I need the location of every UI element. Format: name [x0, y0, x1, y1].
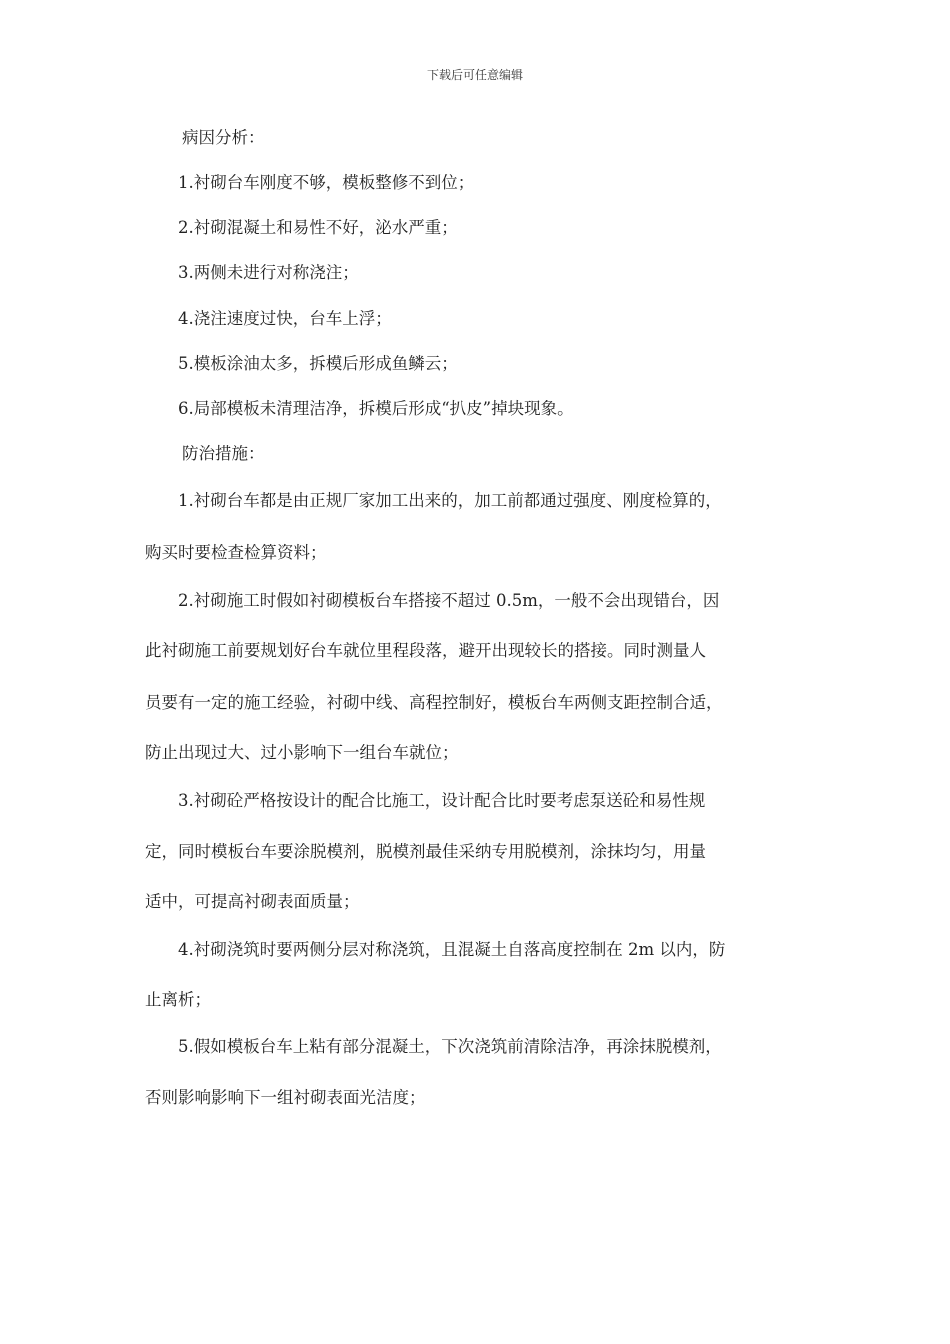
- measure-2-line-3: 员要有一定的施工经验，衬砌中线、高程控制好，模板台车两侧支距控制合适，: [145, 693, 723, 712]
- measure-1-line-1: 1.衬砌台车都是由正规厂家加工出来的，加工前都通过强度、刚度检算的，: [178, 491, 722, 510]
- measure-5-line-1: 5.假如模板台车上粘有部分混凝土，下次浇筑前清除洁净，再涂抹脱模剂，: [178, 1037, 722, 1056]
- cause-item-3: 3.两侧未进行对称浇注；: [178, 263, 359, 282]
- measures-heading: 防治措施：: [182, 444, 265, 463]
- cause-item-2: 2.衬砌混凝土和易性不好，泌水严重；: [178, 218, 458, 237]
- measure-4-line-1: 4.衬砌浇筑时要两侧分层对称浇筑，且混凝土自落高度控制在 2m 以内，防: [178, 940, 726, 959]
- measure-3-line-3: 适中，可提高衬砌表面质量；: [145, 892, 360, 911]
- cause-item-4: 4.浇注速度过快，台车上浮；: [178, 309, 392, 328]
- measure-3-line-1: 3.衬砌砼严格按设计的配合比施工，设计配合比时要考虑泵送砼和易性规: [178, 791, 706, 810]
- measure-2-line-4: 防止出现过大、过小影响下一组台车就位；: [145, 743, 459, 762]
- measure-2-line-2: 此衬砌施工前要规划好台车就位里程段落，避开出现较长的搭接。同时测量人: [145, 641, 706, 660]
- cause-item-6: 6.局部模板未清理洁净，拆模后形成“扒皮”掉块现象。: [178, 399, 574, 418]
- cause-item-1: 1.衬砌台车刚度不够，模板整修不到位；: [178, 173, 475, 192]
- measure-1-line-2: 购买时要检查检算资料；: [145, 543, 327, 562]
- causes-heading: 病因分析：: [182, 128, 265, 147]
- measure-4-line-2: 止离析；: [145, 990, 211, 1009]
- measure-5-line-2: 否则影响影响下一组衬砌表面光洁度；: [145, 1088, 426, 1107]
- measure-3-line-2: 定，同时模板台车要涂脱模剂，脱模剂最佳采纳专用脱模剂，涂抹均匀，用量: [145, 842, 706, 861]
- cause-item-5: 5.模板涂油太多，拆模后形成鱼鳞云；: [178, 354, 458, 373]
- page-header: 下载后可任意编辑: [426, 68, 523, 82]
- measure-2-line-1: 2.衬砌施工时假如衬砌模板台车搭接不超过 0.5m，一般不会出现错台，因: [178, 591, 720, 610]
